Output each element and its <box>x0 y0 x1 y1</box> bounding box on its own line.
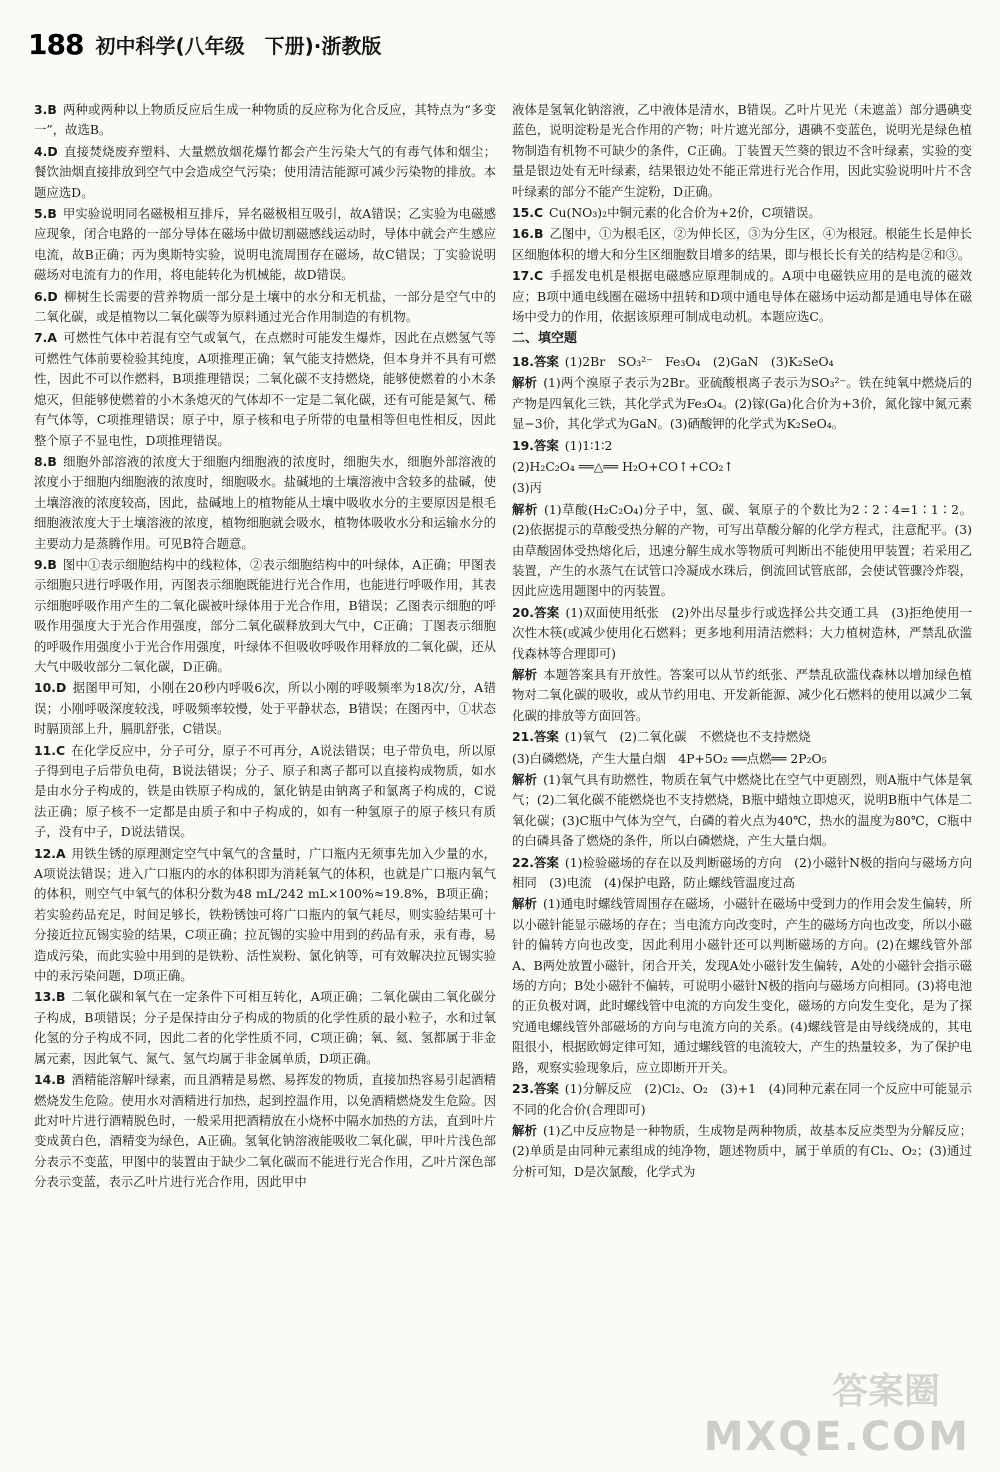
answer-item <box>34 844 496 987</box>
question-number: 6.D <box>34 288 58 304</box>
answer-item <box>34 287 496 328</box>
answer-text: (1)分解反应 (2)Cl₂、O₂ (3)+1 (4)同种元素在同一个反应中可能显示不同的化合价(合理即可) <box>512 1081 972 1117</box>
answer-text: 可燃性气体中若混有空气或氧气，在点燃时可能发生爆炸，因此在点燃氢气等可燃性气体前要检验其纯度，A项推理正确；氧气能支持燃烧，但本身并不具有可燃性，因此不可以作燃料，B项推理错误；二氧化碳不支持燃烧，能够使燃着的小木条熄灭，但能够使燃着的小木条熄灭的气体却不一定是二氧化碳，还有可能是氮气、稀有气体等，C项推理错误；原子中，原子核和电子所带的电量相等但电性相反，因此整个原子不显电性，D项推理错误。 <box>34 330 496 448</box>
answer-item <box>512 853 972 894</box>
answer-item <box>512 727 972 747</box>
answer-text: (1)氧气 (2)二氧化碳 不燃烧也不支持燃烧 <box>564 729 811 745</box>
answer-text: 柳树生长需要的营养物质一部分是土壤中的水分和无机盐，一部分是空气中的二氧化碳，或是植物以二氧化碳等为原料通过光合作用制造的有机物。 <box>34 288 496 325</box>
answer-item <box>34 741 496 843</box>
answer-text: 两种或两种以上物质反应后生成一种物质的反应称为化合反应，其特点为“多变一”，故选B。 <box>34 102 496 138</box>
answer-item <box>34 100 496 141</box>
question-number: 17.C <box>512 268 544 284</box>
answer-item <box>512 224 972 265</box>
page-header <box>28 24 381 64</box>
answer-text: (1)通电时螺线管周围存在磁场，小磁针在磁场中受到力的作用会发生偏转，所以小磁针能显示磁场的存在；当电流方向改变时，产生的磁场方向也改变，所以小磁针的偏转方向也改变，因此利用小磁针还可以判断磁场的方向。(2)在螺线管外部A、B两处放置小磁针，闭合开关，发现A处小磁针发生偏转，A处的小磁针会指示磁场的方向；B处小磁针不偏转，可说明小磁针N极的指向与磁场方向相同。(3)将电池的正负极对调，此时螺线管中电流的方向发生变化，磁场的方向发生变化，是为了探究通电螺线管外部磁场的方向与电流方向的关系。(4)螺线管是由导线绕成的，其电阻很小，根据欧姆定律可知，通过螺线管的电流较大，产生的热量较多，为了保护电路，观察实验现象后，应立即断开开关。 <box>512 896 973 1075</box>
analysis-label: 解析 <box>512 375 538 391</box>
watermark-logo: 答案圈 <box>831 1371 940 1412</box>
answer-text: 在化学反应中，分子可分，原子不可再分，A说法错误；电子带负电，所以原子得到电子后带负电荷，B说法错误；分子、原子和离子都可以直接构成物质，如水是由水分子构成的，铁是由铁原子构成的，氯化钠是由钠离子和氯离子构成的，C说法正确；原子核不一定都是由质子和中子构成的，如有一种氢原子的原子核只有质子，没有中子，D说法错误。 <box>34 742 496 840</box>
book-title: 初中科学(八年级 下册)·浙教版 <box>95 33 382 58</box>
answer-item <box>34 328 496 450</box>
question-number: 18.答案 <box>512 353 559 369</box>
answer-item <box>512 894 972 1078</box>
analysis-label: 解析 <box>512 501 538 517</box>
answer-item <box>512 500 972 602</box>
question-number: 19.答案 <box>512 437 559 453</box>
answer-text: (1)氧气具有助燃性，物质在氧气中燃烧比在空气中更剧烈，则A瓶中气体是氧气；(2)二氧化碳不能燃烧也不支持燃烧，B瓶中蜡烛立即熄灭，说明B瓶中气体是二氧化碳；(3)C瓶中气体为空气，白磷的着火点为40℃，热水的温度为80℃，C瓶中的白磷具备了燃烧的条件，所以白磷燃烧，产生大量白烟。 <box>512 772 973 849</box>
answer-text: 本题答案具有开放性。答案可以从节约纸张、严禁乱砍滥伐森林以增加绿色植物对二氧化碳的吸收，或从节约用电、开发新能源、减少化石燃料的使用以减少二氧化碳的排放等方面回答。 <box>512 666 973 723</box>
question-number: 14.B <box>34 1072 66 1088</box>
section-title: 二、填空题 <box>512 331 578 347</box>
question-number: 11.C <box>34 742 66 758</box>
question-number: 23.答案 <box>512 1081 559 1097</box>
answer-text: (1)两个溴原子表示为2Br。亚硫酸根离子表示为SO₃²⁻。铁在纯氧中燃烧后的产物是四氧化三铁，其化学式为Fe₃O₄。(2)镓(Ga)化合价为+3价，氮化镓中氮元素显−3价，其化学式为GaN。(3)硒酸钾的化学式为K₂SeO₄。 <box>512 375 972 432</box>
answer-text: 甲实验说明同名磁极相互排斥，异名磁极相互吸引，故A错误；乙实验为电磁感应现象，闭合电路的一部分导体在磁场中做切割磁感线运动时，导体中就会产生感应电流，故B正确；丙为奥斯特实验，说明电流周围存在磁场，故C错误；丁实验说明磁场对电流有力的作用，将电能转化为机械能，故D错误。 <box>34 206 496 283</box>
question-number: 10.D <box>34 680 67 696</box>
watermark-url: MXQE.COM <box>703 1414 970 1460</box>
answer-item <box>512 478 972 498</box>
analysis-label: 解析 <box>512 772 538 787</box>
answer-item <box>34 678 496 739</box>
page-number: 188 <box>28 27 84 61</box>
answer-item <box>512 100 972 202</box>
question-number: 7.A <box>34 330 57 346</box>
answer-text: (1)双面使用纸张 (2)外出尽量步行或选择公共交通工具 (3)拒绝使用一次性木筷(或减少使用化石燃料；更多地利用清洁燃料；大力植树造林，严禁乱砍滥伐森林等合理即可) <box>512 604 973 661</box>
analysis-label: 解析 <box>512 896 537 912</box>
question-number: 21.答案 <box>512 729 559 745</box>
answer-text: (1)2Br SO₃²⁻ Fe₃O₄ (2)GaN (3)K₂SeO₄ <box>564 353 834 369</box>
left-column <box>34 100 496 1194</box>
answer-text: 乙图中，①为根毛区，②为伸长区，③为分生区，④为根冠。根能生长是伸长区细胞体积的增大和分生区细胞数目增多的结果，即与根长长有关的结构是②和③。 <box>512 226 972 262</box>
answer-item <box>34 452 496 554</box>
answer-text: 据图甲可知，小刚在20秒内呼吸6次，所以小刚的呼吸频率为18次/分，A错误；小刚呼吸深度较浅，呼吸频率较慢，处于平静状态，B错误；在图丙中，①状态时膈顶部上升，膈肌舒张，C错误。 <box>34 680 496 737</box>
question-number: 4.D <box>34 143 58 159</box>
question-number: 8.B <box>34 453 57 469</box>
answer-item <box>512 457 972 477</box>
answer-item <box>512 1079 972 1120</box>
question-number: 9.B <box>34 556 57 572</box>
question-number: 5.B <box>34 206 57 222</box>
answer-text: (3)白磷燃烧，产生大量白烟 4P+5O₂ ══点燃══ 2P₂O₅ <box>512 750 827 766</box>
answer-text: 直接焚烧废弃塑料、大量燃放烟花爆竹都会产生污染大气的有毒气体和烟尘；餐饮油烟直接排放到空气中会造成空气污染；使用清洁能源可减少污染物的排放。本题应选D。 <box>34 143 496 200</box>
answer-item <box>512 665 972 726</box>
answer-text: (3)丙 <box>512 480 542 496</box>
answer-item <box>512 770 972 852</box>
question-number: 20.答案 <box>512 604 560 620</box>
answer-item <box>512 352 972 372</box>
right-column <box>512 100 972 1183</box>
answer-text: (1)检验磁场的存在以及判断磁场的方向 (2)小磁针N极的指向与磁场方向相同 (3)电流 (4)保护电路，防止螺线管温度过高 <box>512 854 972 891</box>
answer-text: 用铁生锈的原理测定空气中氧气的含量时，广口瓶内无须事先加入少量的水，A项说法错误；进入广口瓶内的水的体积即为消耗氧气的体积，也就是广口瓶内氧气的体积，则空气中氧气的体积分数为48 mL/242 mL×100%≈19.8%，B项正确；若实验药品充足，时间足够长，铁粉锈蚀可将广口瓶内的氧气耗尽，则实验结果可十分接近拉瓦锡实验的结果，C项正确；拉瓦锡的实验中用到的药品有汞，汞有毒，易造成污染，而此实验中用到的是铁粉、活性炭粉、氯化钠等，可有效解决拉瓦锡实验中的汞污染问题，D项正确。 <box>34 845 496 984</box>
answer-item <box>34 1070 496 1192</box>
answer-item <box>512 436 972 456</box>
answer-item <box>512 266 972 327</box>
answer-item <box>34 204 496 286</box>
answer-text: 图中①表示细胞结构中的线粒体，②表示细胞结构中的叶绿体，A正确；甲图表示细胞只进行呼吸作用，丙图表示细胞既能进行光合作用，也能进行呼吸作用，其表示细胞呼吸作用产生的二氧化碳被叶绿体用于光合作用，B错误；乙图表示细胞的呼吸作用强度大于光合作用强度，部分二氧化碳释放到大气中，C正确；丁图表示细胞的呼吸作用强度小于光合作用强度，叶绿体不但吸收呼吸作用释放的二氧化碳，还从大气中吸收部分二氧化碳，D正确。 <box>34 556 496 674</box>
answer-text: Cu(NO₃)₂中铜元素的化合价为+2价，C项错误。 <box>549 205 821 221</box>
question-number: 16.B <box>512 226 544 242</box>
answer-text: (1)1∶1∶2 <box>564 437 613 453</box>
analysis-label: 解析 <box>512 666 538 682</box>
answer-text: 细胞外部溶液的浓度大于细胞内细胞液的浓度时，细胞失水，细胞外部溶液的浓度小于细胞内细胞液的浓度时，细胞吸水。盐碱地的土壤溶液中含较多的盐碱，使土壤溶液的浓度较高，因此，盐碱地上的植物能从土壤中吸收水分的主要原因是根毛细胞液浓度大于土壤溶液的浓度，植物细胞就会吸水，植物体吸收水分和运输水分的主要动力是蒸腾作用。可见B符合题意。 <box>34 453 496 551</box>
answer-text: 二氧化碳和氧气在一定条件下可相互转化，A项正确；二氧化碳由二氧化碳分子构成，B项错误；分子是保持由分子构成的物质的化学性质的最小粒子，水和过氧化氢的分子构成不同，因此二者的化学性质不同，C项正确；氧、氦、氢都属于非金属元素，因此氧气、氮气、氢气均属于非金属单质，D项正确。 <box>34 989 496 1066</box>
answer-item <box>512 203 972 223</box>
answer-item <box>512 1121 972 1182</box>
answer-item <box>512 603 972 664</box>
answer-text: (1)乙中反应物是一种物质，生成物是两种物质，故基本反应类型为分解反应；(2)单质是由同种元素组成的纯净物，题述物质中，属于单质的有Cl₂、O₂；(3)通过分析可知，D是次氯酸，化学式为 <box>512 1122 973 1179</box>
answer-text: (2)H₂C₂O₄ ══△══ H₂O+CO↑+CO₂↑ <box>512 458 734 474</box>
question-number: 3.B <box>34 102 57 117</box>
answer-text: 手摇发电机是根据电磁感应原理制成的。A项中电磁铁应用的是电流的磁效应；B项中通电线圈在磁场中扭转和D项中通电导体在磁场中运动都是通电导体在磁场中受力的作用，依据该原理可制成电动机。本题应选C。 <box>512 268 972 325</box>
answer-item <box>512 373 972 434</box>
question-number: 15.C <box>512 205 544 221</box>
answer-text: 液体是氢氧化钠溶液，乙中液体是清水，B错误。乙叶片见光（未遮盖）部分遇碘变蓝色，说明淀粉是光合作用的产物；叶片遮光部分，遇碘不变蓝色，说明光是绿色植物制造有机物不可缺少的条件，C正确。丁装置天竺葵的银边不含叶绿素，实验的变量是银边处有无叶绿素，结果银边处不能正常进行光合作用，因此实验说明叶片不含叶绿素的部分不能产生淀粉，D正确。 <box>512 102 972 199</box>
answer-text: (1)草酸(H₂C₂O₄)分子中，氢、碳、氧原子的个数比为2∶2∶4=1∶1∶2。(2)依据提示的草酸受热分解的产物，可写出草酸分解的化学方程式，注意配平。(3)由草酸固体受热熔化后，迅速分解生成水等物质可判断出不能使用甲装置；若采用乙装置，产生的水蒸气在试管口冷凝成水珠后，倒流回试管底部，会使试管骤冷炸裂，因此应选用题图中的丙装置。 <box>512 501 972 599</box>
question-number: 12.A <box>34 845 66 861</box>
question-number: 13.B <box>34 989 66 1005</box>
analysis-label: 解析 <box>512 1122 537 1138</box>
answer-item <box>34 555 496 677</box>
answer-item <box>34 142 496 203</box>
question-number: 22.答案 <box>512 854 559 870</box>
answer-item <box>34 987 496 1069</box>
answer-item <box>512 749 972 769</box>
answer-text: 酒精能溶解叶绿素，而且酒精是易燃、易挥发的物质，直接加热容易引起酒精燃烧发生危险。使用水对酒精进行加热，起到控温作用，以免酒精燃烧发生危险。因此对叶片进行酒精脱色时，一般采用把酒精放在小烧杯中隔水加热的方法，直到叶片变成黄白色，酒精变为绿色，A正确。氢氧化钠溶液能吸收二氧化碳，甲叶片浅色部分表示不变蓝，甲图中的装置由于缺少二氧化碳而不能进行光合作用，乙叶片深色部分表示变蓝，表示乙叶片进行光合作用，因此甲中 <box>34 1072 496 1190</box>
